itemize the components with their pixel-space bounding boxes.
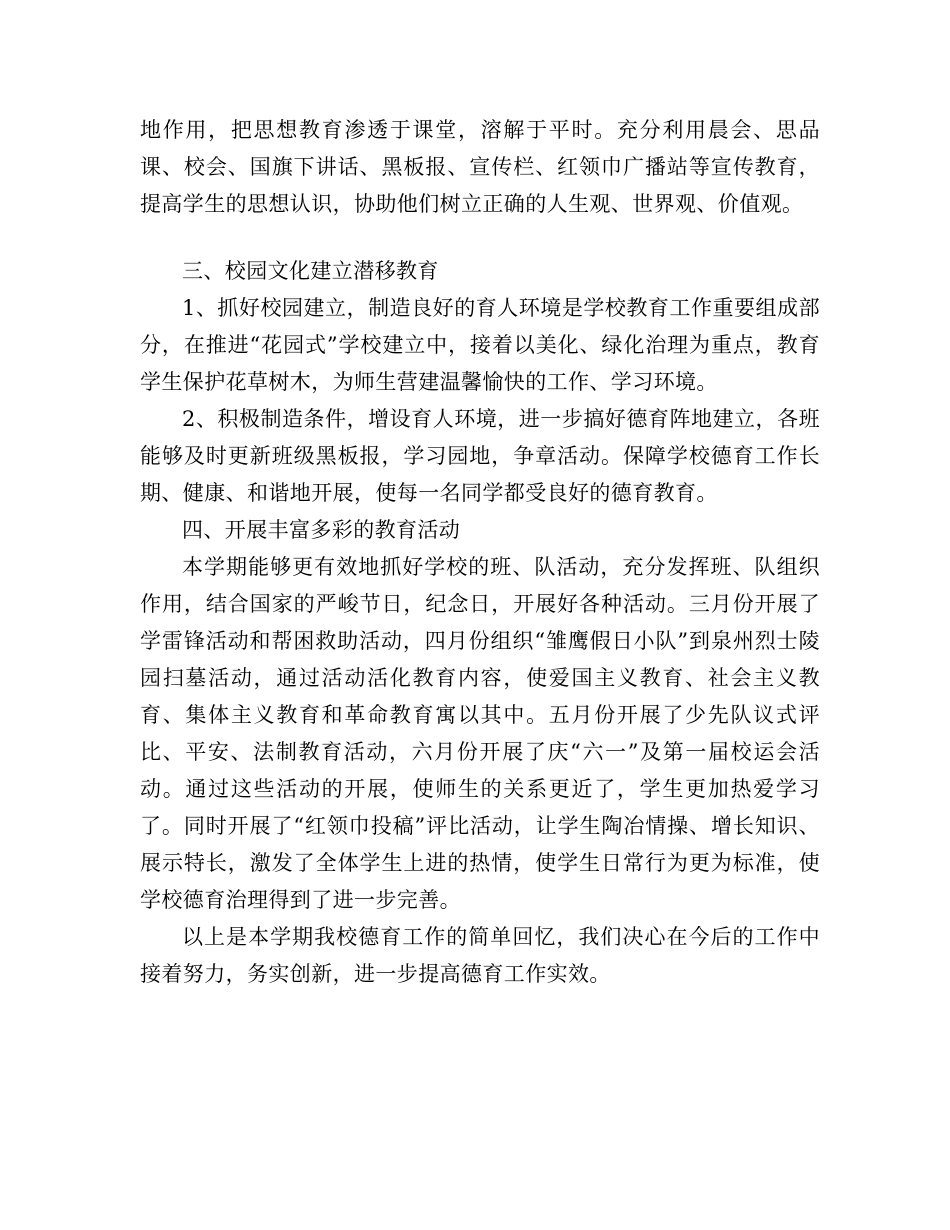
section-heading-campus-culture: 三、校园文化建立潜移教育 — [182, 259, 439, 283]
section-heading-activities: 四、开展丰富多彩的教育活动 — [182, 518, 461, 542]
paragraph-item-2: 2、积极制造条件，增设育人环境，进一步搞好德育阵地建立，各班能够及时更新班级黑板报，学习园地，争章活动。保障学校德育工作长期、健康、和谐地开展，使每一名同学都受良好的德育教育。 — [140, 407, 820, 505]
paragraph-item-1: 1、抓好校园建立，制造良好的育人环境是学校教育工作重要组成部分，在推进“花园式”学校建立中，接着以美化、绿化治理为重点，教育学生保护花草树木，为师生营建温馨愉快的工作、学习环境。 — [140, 296, 820, 394]
paragraph-continued: 地作用，把思想教育渗透于课堂，溶解于平时。充分利用晨会、思品课、校会、国旗下讲话、黑板报、宣传栏、红领巾广播站等宣传教育，提高学生的思想认识，协助他们树立正确的人生观、世界观、价值观。 — [140, 118, 820, 216]
paragraph-activities: 本学期能够更有效地抓好学校的班、队活动，充分发挥班、队组织作用，结合国家的严峻节日，纪念日，开展好各种活动。三月份开展了学雷锋活动和帮困救助活动，四月份组织“雏鹰假日小队”到泉州烈士陵园扫墓活动，通过活动活化教育内容，使爱国主义教育、社会主义教育、集体主义教育和革命教育寓以其中。五月份开展了少先队议式评比、平安、法制教育活动，六月份开展了庆“六一”及第一届校运会活动。通过这些活动的开展，使师生的关系更近了，学生更加热爱学习了。同时开展了“红领巾投稿”评比活动，让学生陶冶情操、增长知识、展示特长，激发了全体学生上进的热情，使学生日常行为更为标准，使学校德育治理得到了进一步完善。 — [140, 555, 820, 912]
document-body — [140, 112, 820, 993]
paragraph-summary: 以上是本学期我校德育工作的简单回忆，我们决心在今后的工作中接着努力，务实创新，进一步提高德育工作实效。 — [140, 925, 820, 986]
